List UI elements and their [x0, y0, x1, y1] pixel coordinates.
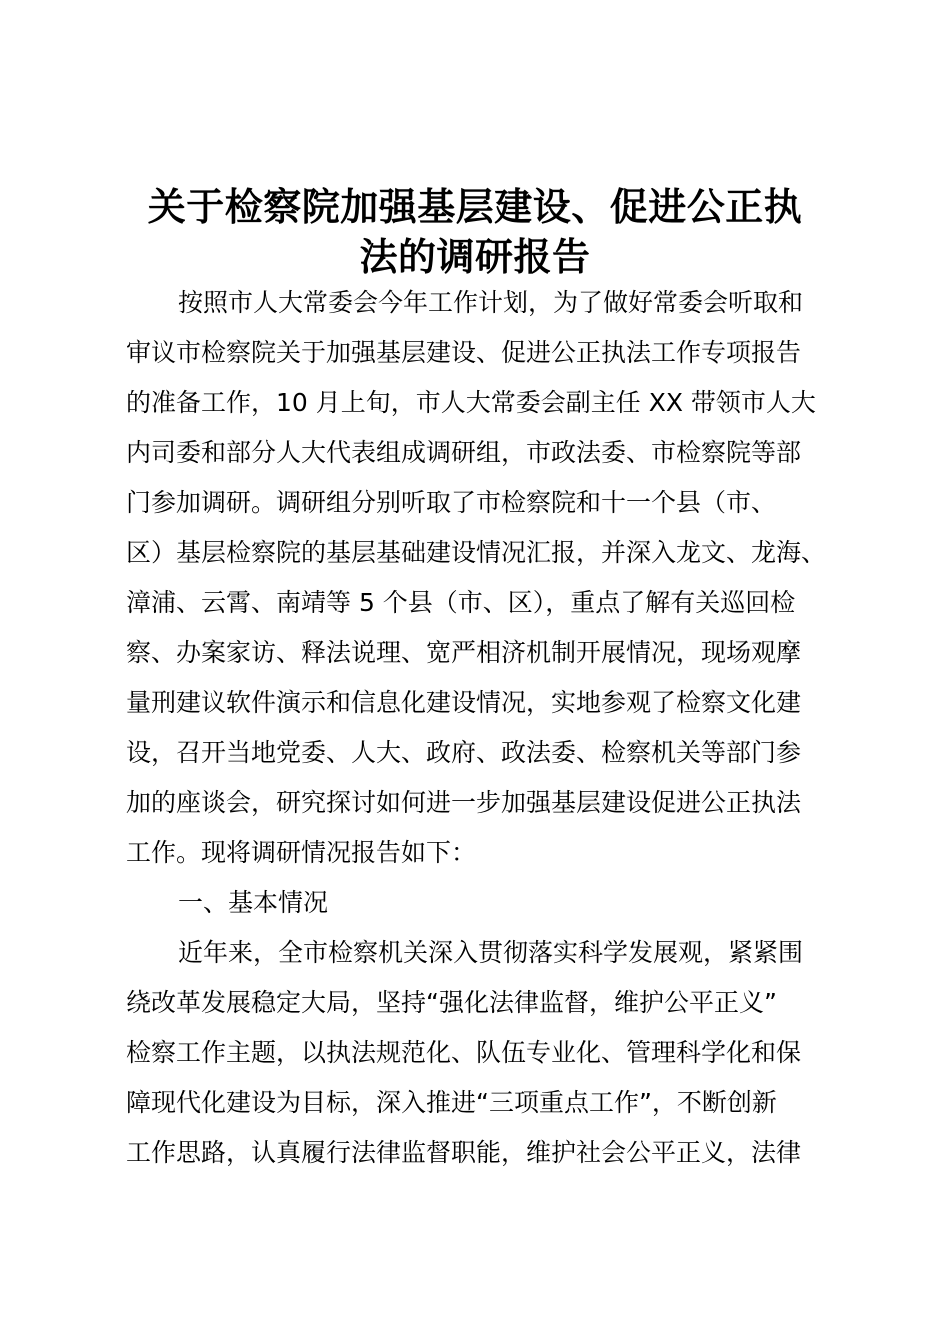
paragraph-1-line-4: 内司委和部分人大代表组成调研组，市政法委、市检察院等部: [126, 438, 802, 467]
paragraph-2-line-1: 近年来，全市检察机关深入贯彻落实科学发展观，紧紧围: [178, 938, 804, 967]
section-heading: 一、基本情况: [178, 888, 329, 917]
paragraph-1-line-7: 漳浦、云霄、南靖等 5 个县（市、区），重点了解有关巡回检: [126, 588, 796, 617]
paragraph-1-line-2: 审议市检察院关于加强基层建设、促进公正执法工作专项报告: [126, 338, 802, 367]
paragraph-2-line-2: 绕改革发展稳定大局，坚持“强化法律监督，维护公平正义”: [126, 988, 777, 1017]
paragraph-2-line-5: 工作思路，认真履行法律监督职能，维护社会公平正义，法律: [126, 1138, 802, 1167]
paragraph-1-line-10: 设，召开当地党委、人大、政府、政法委、检察机关等部门参: [126, 738, 802, 767]
paragraph-1-line-12: 工作。现将调研情况报告如下：: [126, 838, 477, 867]
paragraph-1-line-8: 察、办案家访、释法说理、宽严相济机制开展情况，现场观摩: [126, 638, 802, 667]
paragraph-1-line-11: 加的座谈会，研究探讨如何进一步加强基层建设促进公正执法: [126, 788, 802, 817]
paragraph-1-line-1: 按照市人大常委会今年工作计划，为了做好常委会听取和: [178, 288, 804, 317]
paragraph-2-line-3: 检察工作主题，以执法规范化、队伍专业化、管理科学化和保: [126, 1038, 802, 1067]
paragraph-1-line-3: 的准备工作，10 月上旬，市人大常委会副主任 XX 带领市人大: [126, 388, 816, 417]
document-body: [126, 278, 838, 1178]
title-line-2: 法的调研报告: [359, 234, 591, 279]
paragraph-1-line-6: 区）基层检察院的基层基础建设情况汇报，并深入龙文、龙海、: [126, 538, 827, 567]
paragraph-1-line-9: 量刑建议软件演示和信息化建设情况，实地参观了检察文化建: [126, 688, 802, 717]
document-title: [100, 182, 850, 282]
paragraph-2-line-4: 障现代化建设为目标，深入推进“三项重点工作”，不断创新: [126, 1088, 777, 1117]
paragraph-1-line-5: 门参加调研。调研组分别听取了市检察院和十一个县（市、: [126, 488, 777, 517]
title-line-1: 关于检察院加强基层建设、促进公正执: [147, 184, 803, 229]
